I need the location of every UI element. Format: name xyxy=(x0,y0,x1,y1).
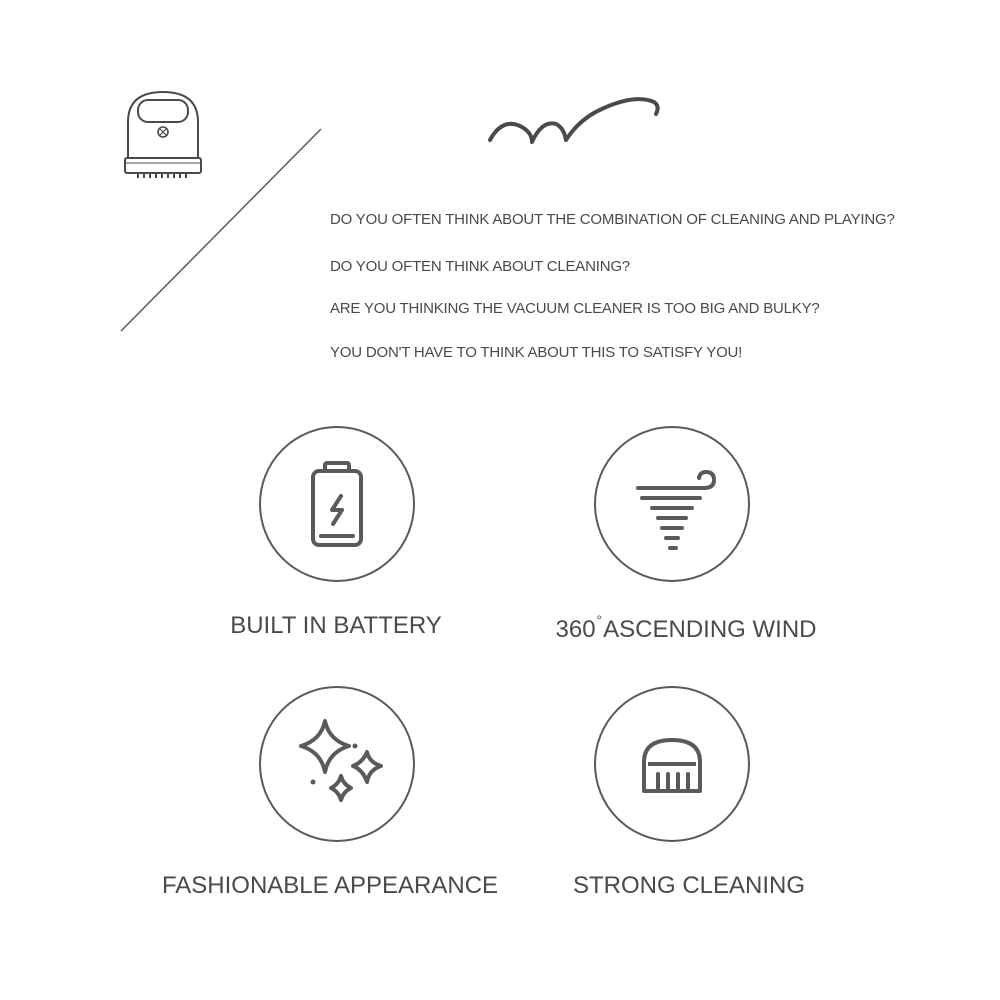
squiggle-line xyxy=(480,88,670,158)
brush-head-icon xyxy=(596,688,748,840)
question-2: DO YOU OFTEN THINK ABOUT CLEANING? xyxy=(330,258,630,275)
wind-circle xyxy=(594,426,750,582)
degree-symbol: ° xyxy=(596,612,603,628)
brush-circle xyxy=(594,686,750,842)
wind-icon xyxy=(596,428,748,580)
question-4: YOU DON'T HAVE TO THINK ABOUT THIS TO SATISFY YOU! xyxy=(330,344,743,361)
sparkle-circle xyxy=(259,686,415,842)
feature-label-wind-text: ASCENDING WIND xyxy=(603,616,817,643)
battery-icon xyxy=(261,428,413,580)
question-1: DO YOU OFTEN THINK ABOUT THE COMBINATION OF CLEANING AND PLAYING? xyxy=(330,211,895,228)
feature-label-appearance: FASHIONABLE APPEARANCE xyxy=(161,872,499,899)
battery-circle xyxy=(259,426,415,582)
feature-label-wind xyxy=(486,612,886,644)
diagonal-line xyxy=(0,0,400,400)
sparkle-icon xyxy=(261,688,413,840)
feature-label-cleaning: STRONG CLEANING xyxy=(572,872,806,899)
feature-label-battery: BUILT IN BATTERY xyxy=(230,612,442,639)
feature-label-wind-number: 360 xyxy=(555,616,596,643)
question-3: ARE YOU THINKING THE VACUUM CLEANER IS TOO BIG AND BULKY? xyxy=(330,300,820,317)
